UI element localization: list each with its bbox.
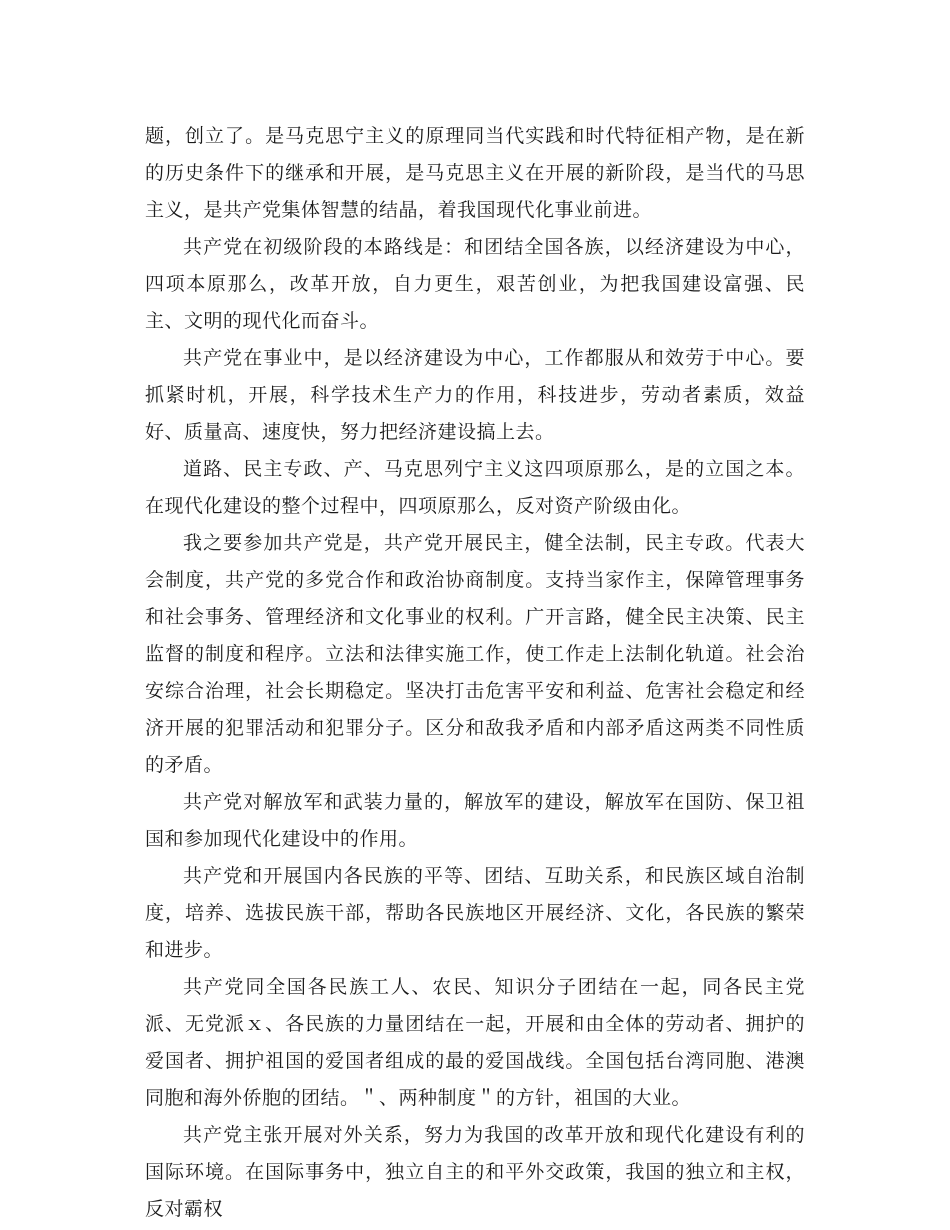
paragraph-7: 共产党和开展国内各民族的平等、团结、互助关系，和民族区域自治制度，培养、选拔民族干部，帮助各民族地区开展经济、文化，各民族的繁荣和进步。: [145, 865, 805, 961]
document-body: [145, 118, 805, 1228]
paragraph-5: 我之要参加共产党是，共产党开展民主，健全法制，民主专政。代表大会制度，共产党的多党合作和政治协商制度。支持当家作主，保障管理事务和社会事务、管理经济和文化事业的权利。广开言路，健全民主决策、民主监督的制度和程序。立法和法律实施工作，使工作走上法制化轨道。社会治安综合治理，社会长期稳定。坚决打击危害平安和利益、危害社会稳定和经济开展的犯罪活动和犯罪分子。区分和敌我矛盾和内部矛盾这两类不同性质的矛盾。: [145, 532, 805, 776]
paragraph-8: 共产党同全国各民族工人、农民、知识分子团结在一起，同各民主党派、无党派ｘ、各民族的力量团结在一起，开展和由全体的劳动者、拥护的爱国者、拥护祖国的爱国者组成的最的爱国战线。全国包括台湾同胞、港澳同胞和海外侨胞的团结。＂、两种制度＂的方针，祖国的大业。: [145, 976, 805, 1109]
paragraph-2: 共产党在初级阶段的本路线是：和团结全国各族，以经济建设为中心，四项本原那么，改革开放，自力更生，艰苦创业，为把我国建设富强、民主、文明的现代化而奋斗。: [145, 236, 805, 332]
paragraph-9: 共产党主张开展对外关系，努力为我国的改革开放和现代化建设有利的国际环境。在国际事务中，独立自主的和平外交政策，我国的独立和主权，反对霸权: [145, 1124, 805, 1220]
paragraph-6: 共产党对解放军和武装力量的，解放军的建设，解放军在国防、保卫祖国和参加现代化建设中的作用。: [145, 791, 805, 850]
paragraph-1: 题，创立了。是马克思宁主义的原理同当代实践和时代特征相产物，是在新的历史条件下的继承和开展，是马克思主义在开展的新阶段，是当代的马思主义，是共产党集体智慧的结晶，着我国现代化事业前进。: [145, 125, 805, 221]
paragraph-4: 道路、民主专政、产、马克思列宁主义这四项原那么，是的立国之本。在现代化建设的整个过程中，四项原那么，反对资产阶级由化。: [145, 458, 805, 517]
paragraph-3: 共产党在事业中，是以经济建设为中心，工作都服从和效劳于中心。要抓紧时机，开展，科学技术生产力的作用，科技进步，劳动者素质，效益好、质量高、速度快，努力把经济建设搞上去。: [145, 347, 805, 443]
